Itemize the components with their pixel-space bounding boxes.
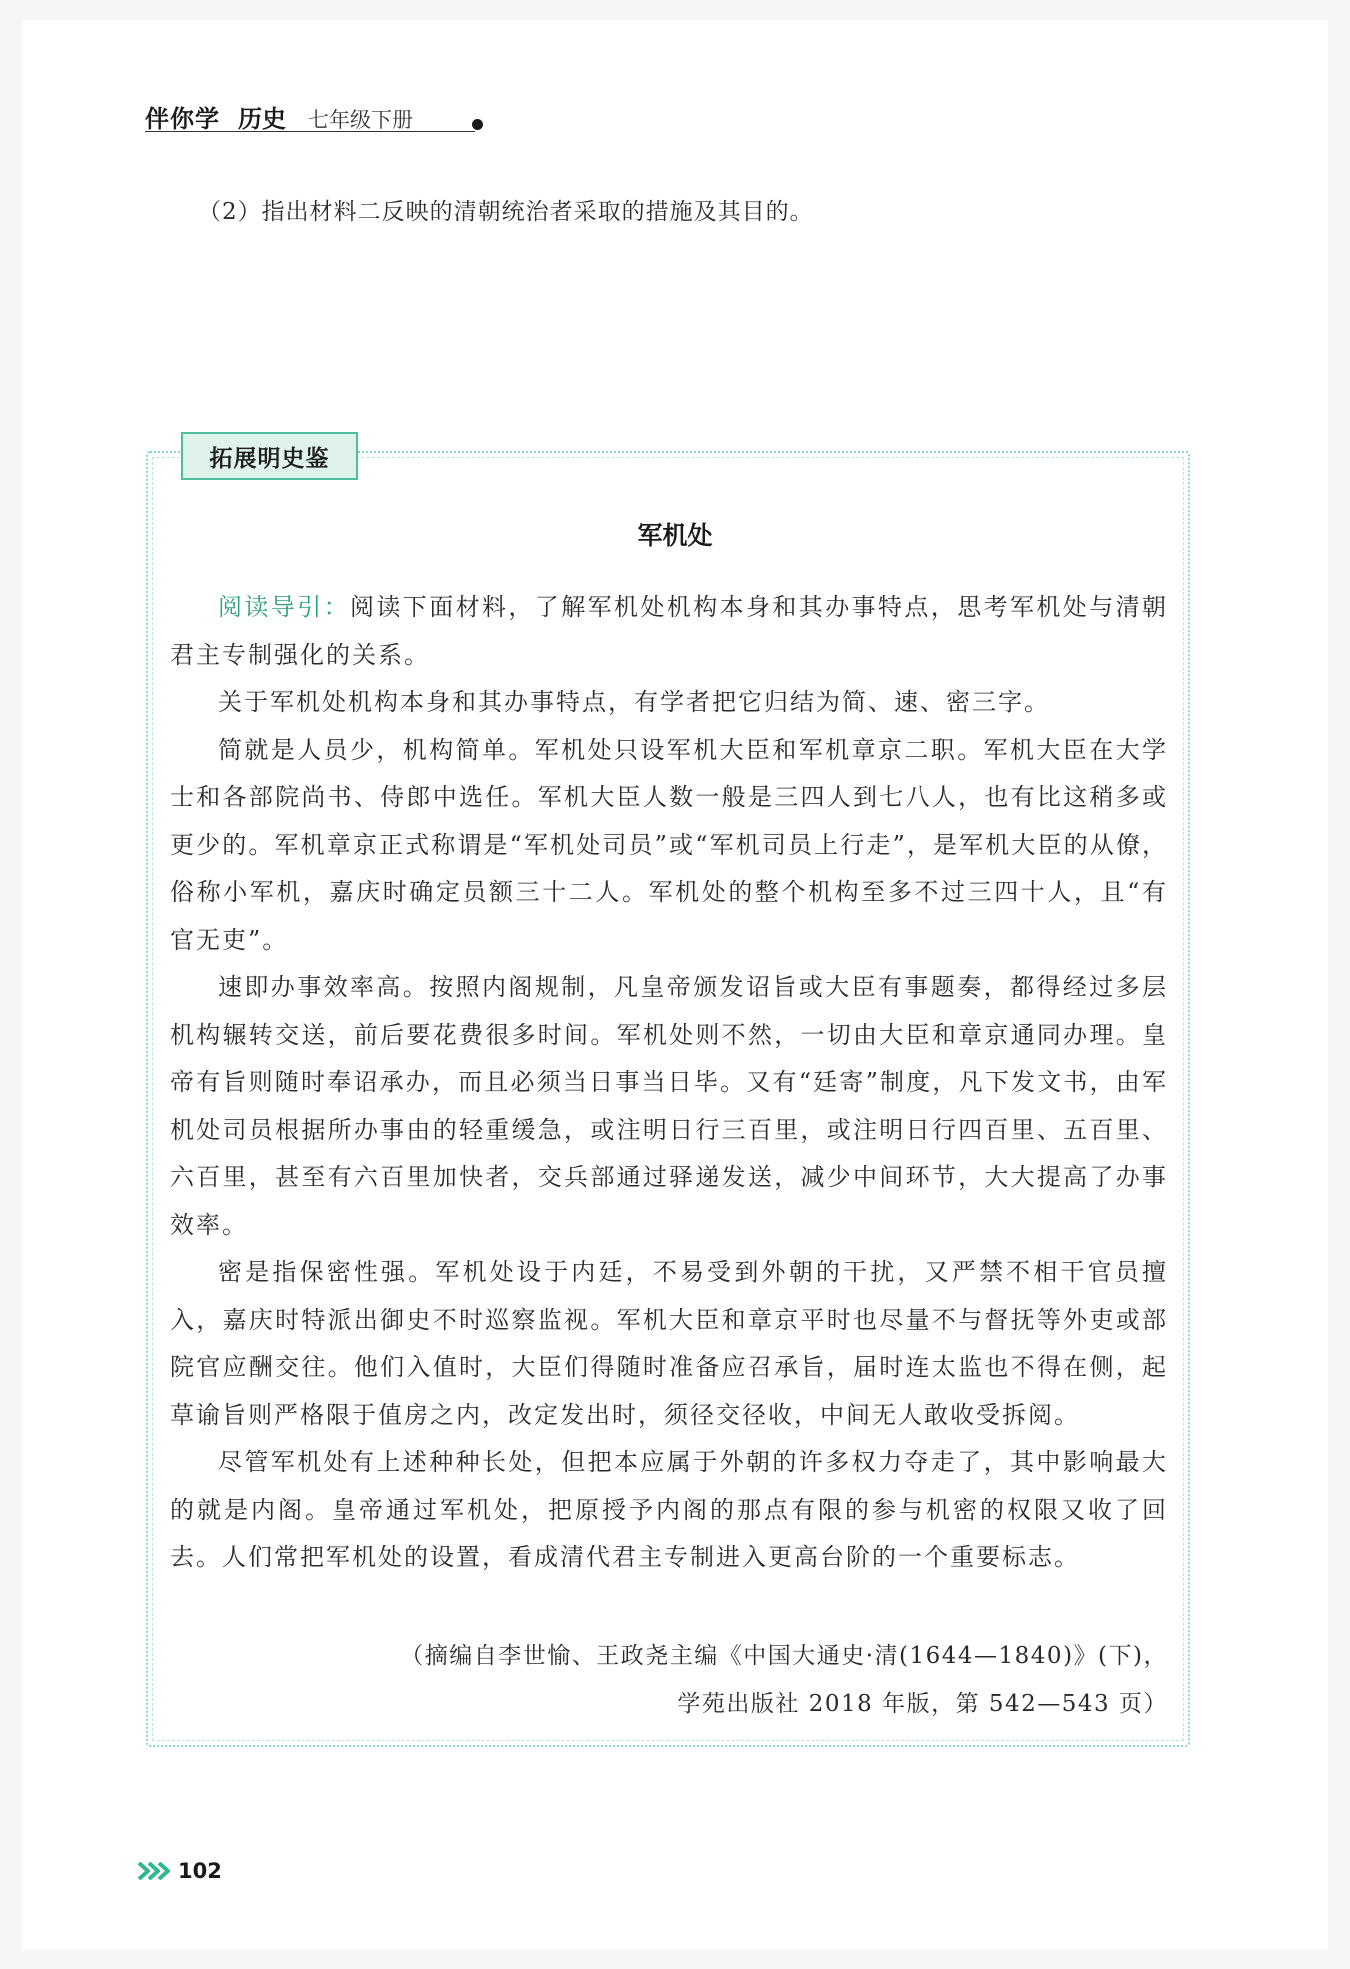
paragraph-mi: 密是指保密性强。军机处设于内廷，不易受到外朝的干扰，又严禁不相干官员擅入，嘉庆时特派出御史不时巡察监视。军机大臣和章京平时也尽量不与督抚等外吏或部院官应酬交往。他们入值时，大臣们得随时准备应召承旨，届时连太监也不得在侧，起草谕旨则严格限于值房之内，改定发出时，须径交径收，中间无人敢收受拆阅。 (170, 1258, 1168, 1429)
source-line-1: （摘编自李世愉、王政尧主编《中国大通史·清(1644—1840)》(下)， (400, 1643, 1168, 1669)
source-citation (170, 1632, 1168, 1728)
paragraph-conclusion: 尽管军机处有上述种种长处，但把本应属于外朝的许多权力夺走了，其中影响最大的就是内阁。皇帝通过军机处，把原授予内阁的那点有限的参与机密的权限又收了回去。人们常把军机处的设置，看成清代君主专制进入更高台阶的一个重要标志。 (170, 1448, 1168, 1571)
page-number: 102 (178, 1859, 222, 1883)
running-header (145, 98, 413, 134)
header-subject: 历史 (238, 105, 286, 133)
paragraph-jian: 简就是人员少，机构简单。军机处只设军机大臣和军机章京二职。军机大臣在大学士和各部院尚书、侍郎中选任。军机大臣人数一般是三四人到七八人，也有比这稍多或更少的。军机章京正式称谓是“军机处司员”或“军机司员上行走”，是军机大臣的从僚，俗称小军机，嘉庆时确定员额三十二人。军机处的整个机构至多不过三四十人，且“有官无吏”。 (170, 735, 1168, 954)
reading-guide-text: 阅读下面材料，了解军机处机构本身和其办事特点，思考军机处与清朝君主专制强化的关系。 (170, 593, 1168, 669)
header-grade: 七年级下册 (308, 108, 413, 132)
source-line-2: 学苑出版社 2018 年版，第 542—543 页） (677, 1691, 1168, 1717)
article-body (170, 584, 1168, 1582)
question-text: （2）指出材料二反映的清朝统治者采取的措施及其目的。 (198, 199, 814, 225)
header-dot-icon (472, 119, 483, 130)
reading-guide (170, 584, 1168, 679)
section-tag: 拓展明史鉴 (181, 432, 358, 480)
reading-guide-label: 阅读导引： (218, 593, 350, 621)
paragraph-intro: 关于军机处机构本身和其办事特点，有学者把它归结为简、速、密三字。 (218, 688, 1050, 716)
paragraph-su: 速即办事效率高。按照内阁规制，凡皇帝颁发诏旨或大臣有事题奏，都得经过多层机构辗转交送，前后要花费很多时间。军机处则不然，一切由大臣和章京通同办理。皇帝有旨则随时奉诏承办，而且必须当日事当日毕。又有“廷寄”制度，凡下发文书，由军机处司员根据所办事由的轻重缓急，或注明日行三百里，或注明日行四百里、五百里、六百里，甚至有六百里加快者，交兵部通过驿递发送，减少中间环节，大大提高了办事效率。 (170, 973, 1168, 1239)
page-footer (138, 1855, 222, 1887)
chevron-triple-icon (138, 1862, 168, 1880)
article-title: 军机处 (637, 521, 713, 550)
header-brand: 伴你学 (145, 105, 220, 133)
header-rule (145, 131, 475, 132)
